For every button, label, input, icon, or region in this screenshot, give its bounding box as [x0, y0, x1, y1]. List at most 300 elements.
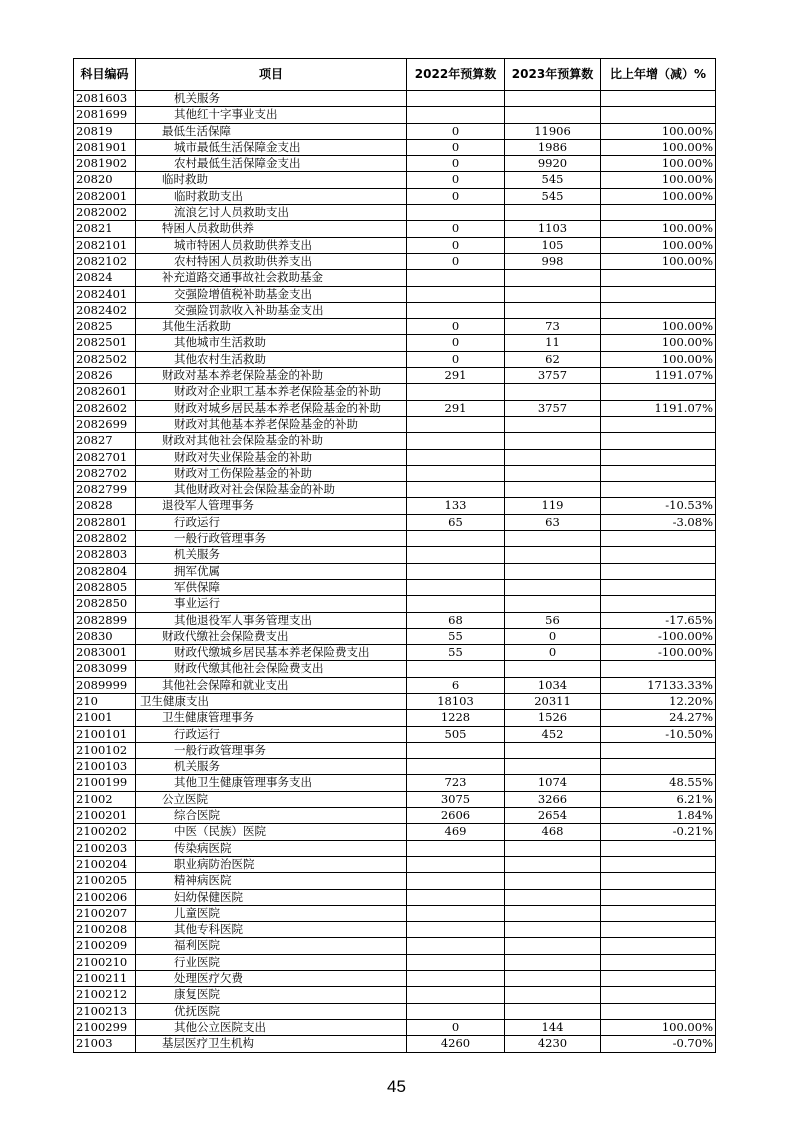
row-2022	[407, 482, 505, 498]
row-2022: 0	[407, 156, 505, 172]
row-item: 拥军优属	[136, 563, 407, 579]
row-2023: 545	[505, 188, 601, 204]
row-item: 财政对工伤保险基金的补助	[136, 465, 407, 481]
row-code: 2082401	[74, 286, 136, 302]
row-code: 2082601	[74, 384, 136, 400]
table-row	[74, 188, 716, 204]
row-change	[601, 563, 716, 579]
row-2022: 68	[407, 612, 505, 628]
row-2022: 0	[407, 335, 505, 351]
row-2023	[505, 1003, 601, 1019]
row-code: 2082699	[74, 416, 136, 432]
header-2022: 2022年预算数	[407, 59, 505, 91]
table-row	[74, 791, 716, 807]
row-2023: 1526	[505, 710, 601, 726]
row-2023	[505, 759, 601, 775]
row-2023: 9920	[505, 156, 601, 172]
row-item: 交强险增值税补助基金支出	[136, 286, 407, 302]
row-2023: 1986	[505, 139, 601, 155]
row-item: 最低生活保障	[136, 123, 407, 139]
row-code: 2082802	[74, 531, 136, 547]
row-2022	[407, 205, 505, 221]
row-code: 21001	[74, 710, 136, 726]
row-item: 退役军人管理事务	[136, 498, 407, 514]
row-code: 21003	[74, 1036, 136, 1052]
row-item: 其他专科医院	[136, 922, 407, 938]
row-item: 财政对企业职工基本养老保险基金的补助	[136, 384, 407, 400]
table-row	[74, 824, 716, 840]
row-2022: 0	[407, 139, 505, 155]
table-row	[74, 922, 716, 938]
row-item: 农村特困人员救助供养支出	[136, 253, 407, 269]
row-item: 其他社会保障和就业支出	[136, 677, 407, 693]
table-row	[74, 726, 716, 742]
table-row	[74, 905, 716, 921]
table-row	[74, 710, 716, 726]
row-item: 卫生健康管理事务	[136, 710, 407, 726]
row-item: 临时救助支出	[136, 188, 407, 204]
row-2022: 0	[407, 253, 505, 269]
table-row	[74, 416, 716, 432]
row-2023	[505, 596, 601, 612]
table-row	[74, 156, 716, 172]
row-change	[601, 840, 716, 856]
row-2022: 0	[407, 319, 505, 335]
row-code: 2100208	[74, 922, 136, 938]
row-2023: 1034	[505, 677, 601, 693]
row-code: 2082602	[74, 400, 136, 416]
row-code: 2100102	[74, 742, 136, 758]
row-2022	[407, 302, 505, 318]
row-item: 其他城市生活救助	[136, 335, 407, 351]
row-2023	[505, 449, 601, 465]
row-code: 2100207	[74, 905, 136, 921]
row-code: 2082701	[74, 449, 136, 465]
row-2022	[407, 416, 505, 432]
row-change	[601, 661, 716, 677]
row-code: 2082899	[74, 612, 136, 628]
row-code: 2082101	[74, 237, 136, 253]
row-2023	[505, 416, 601, 432]
row-change: 100.00%	[601, 351, 716, 367]
row-item: 基层医疗卫生机构	[136, 1036, 407, 1052]
row-code: 2082402	[74, 302, 136, 318]
row-2022	[407, 922, 505, 938]
row-2023: 11	[505, 335, 601, 351]
row-2023	[505, 954, 601, 970]
row-2022	[407, 905, 505, 921]
budget-table	[73, 58, 716, 1053]
row-2023: 11906	[505, 123, 601, 139]
row-2022	[407, 465, 505, 481]
row-2022	[407, 889, 505, 905]
row-code: 2100212	[74, 987, 136, 1003]
row-2022	[407, 91, 505, 107]
row-2023: 0	[505, 645, 601, 661]
row-item: 妇幼保健医院	[136, 889, 407, 905]
row-change	[601, 270, 716, 286]
row-item: 其他退役军人事务管理支出	[136, 612, 407, 628]
row-2022: 18103	[407, 693, 505, 709]
row-change: -17.65%	[601, 612, 716, 628]
table-row	[74, 677, 716, 693]
row-2023	[505, 433, 601, 449]
row-code: 2082805	[74, 579, 136, 595]
row-2023: 998	[505, 253, 601, 269]
table-row	[74, 205, 716, 221]
table-row	[74, 661, 716, 677]
table-row	[74, 693, 716, 709]
row-change	[601, 856, 716, 872]
row-change: 100.00%	[601, 335, 716, 351]
row-2022	[407, 433, 505, 449]
row-change	[601, 1003, 716, 1019]
table-row	[74, 286, 716, 302]
row-change: 100.00%	[601, 253, 716, 269]
row-2022: 291	[407, 400, 505, 416]
row-2022	[407, 579, 505, 595]
table-row	[74, 335, 716, 351]
table-row	[74, 856, 716, 872]
row-2022	[407, 449, 505, 465]
table-row	[74, 351, 716, 367]
row-code: 2100199	[74, 775, 136, 791]
row-code: 2100101	[74, 726, 136, 742]
table-row	[74, 221, 716, 237]
row-item: 财政对城乡居民基本养老保险基金的补助	[136, 400, 407, 416]
row-item: 传染病医院	[136, 840, 407, 856]
row-code: 20819	[74, 123, 136, 139]
row-change	[601, 482, 716, 498]
row-2023	[505, 889, 601, 905]
row-2022	[407, 840, 505, 856]
row-item: 行业医院	[136, 954, 407, 970]
row-2023: 2654	[505, 808, 601, 824]
row-2023	[505, 286, 601, 302]
table-row	[74, 400, 716, 416]
row-change: 17133.33%	[601, 677, 716, 693]
row-2022: 291	[407, 368, 505, 384]
row-code: 2082002	[74, 205, 136, 221]
table-row	[74, 368, 716, 384]
row-code: 2082001	[74, 188, 136, 204]
row-change	[601, 433, 716, 449]
row-code: 2100299	[74, 1019, 136, 1035]
row-2023: 4230	[505, 1036, 601, 1052]
row-change	[601, 205, 716, 221]
row-item: 福利医院	[136, 938, 407, 954]
table-row	[74, 1036, 716, 1052]
row-2023: 452	[505, 726, 601, 742]
row-2022: 723	[407, 775, 505, 791]
row-change	[601, 759, 716, 775]
table-row	[74, 91, 716, 107]
row-code: 2100201	[74, 808, 136, 824]
row-code: 2082102	[74, 253, 136, 269]
row-2022: 133	[407, 498, 505, 514]
row-2023	[505, 873, 601, 889]
table-row	[74, 775, 716, 791]
row-change	[601, 596, 716, 612]
table-row	[74, 579, 716, 595]
table-row	[74, 172, 716, 188]
row-code: 2081902	[74, 156, 136, 172]
row-2023: 73	[505, 319, 601, 335]
table-row	[74, 596, 716, 612]
table-row	[74, 971, 716, 987]
row-change	[601, 416, 716, 432]
row-2022: 469	[407, 824, 505, 840]
row-change	[601, 91, 716, 107]
row-2023	[505, 302, 601, 318]
row-2022: 55	[407, 645, 505, 661]
row-code: 2082804	[74, 563, 136, 579]
row-code: 2100211	[74, 971, 136, 987]
table-row	[74, 482, 716, 498]
row-change: 100.00%	[601, 319, 716, 335]
row-code: 2081699	[74, 107, 136, 123]
row-2022	[407, 938, 505, 954]
row-2023	[505, 91, 601, 107]
row-item: 财政代缴城乡居民基本养老保险费支出	[136, 645, 407, 661]
table-row	[74, 742, 716, 758]
row-change	[601, 971, 716, 987]
row-2023	[505, 205, 601, 221]
row-2022: 2606	[407, 808, 505, 824]
row-item: 行政运行	[136, 514, 407, 530]
row-item: 其他农村生活救助	[136, 351, 407, 367]
row-2023: 545	[505, 172, 601, 188]
row-item: 财政代缴社会保险费支出	[136, 628, 407, 644]
table-row	[74, 628, 716, 644]
row-change: -100.00%	[601, 645, 716, 661]
row-2022	[407, 563, 505, 579]
row-change: 1191.07%	[601, 368, 716, 384]
row-code: 2082850	[74, 596, 136, 612]
row-item: 军供保障	[136, 579, 407, 595]
row-change	[601, 547, 716, 563]
row-2022	[407, 596, 505, 612]
row-2023	[505, 661, 601, 677]
table-row	[74, 498, 716, 514]
row-2022: 55	[407, 628, 505, 644]
row-2022: 4260	[407, 1036, 505, 1052]
row-2022	[407, 987, 505, 1003]
row-code: 2081901	[74, 139, 136, 155]
row-change: -10.53%	[601, 498, 716, 514]
table-row	[74, 612, 716, 628]
row-2022: 505	[407, 726, 505, 742]
row-item: 职业病防治医院	[136, 856, 407, 872]
row-item: 交强险罚款收入补助基金支出	[136, 302, 407, 318]
row-item: 机关服务	[136, 547, 407, 563]
row-change	[601, 384, 716, 400]
row-item: 行政运行	[136, 726, 407, 742]
row-change: 12.20%	[601, 693, 716, 709]
header-change: 比上年增（减）%	[601, 59, 716, 91]
table-row	[74, 433, 716, 449]
row-code: 2100204	[74, 856, 136, 872]
row-code: 20827	[74, 433, 136, 449]
row-item: 机关服务	[136, 91, 407, 107]
row-change	[601, 938, 716, 954]
row-change	[601, 922, 716, 938]
row-item: 儿童医院	[136, 905, 407, 921]
row-2023	[505, 465, 601, 481]
row-item: 处理医疗欠费	[136, 971, 407, 987]
row-code: 2100103	[74, 759, 136, 775]
row-code: 2089999	[74, 677, 136, 693]
table-row	[74, 954, 716, 970]
row-2023: 0	[505, 628, 601, 644]
row-code: 20825	[74, 319, 136, 335]
row-code: 210	[74, 693, 136, 709]
row-2022	[407, 856, 505, 872]
row-item: 财政对其他社会保险基金的补助	[136, 433, 407, 449]
row-code: 2100206	[74, 889, 136, 905]
row-change	[601, 873, 716, 889]
table-row	[74, 302, 716, 318]
row-2023: 56	[505, 612, 601, 628]
row-code: 20828	[74, 498, 136, 514]
table-row	[74, 514, 716, 530]
table-row	[74, 808, 716, 824]
row-item: 农村最低生活保障金支出	[136, 156, 407, 172]
table-row	[74, 1003, 716, 1019]
row-item: 综合医院	[136, 808, 407, 824]
row-2023	[505, 579, 601, 595]
row-2022: 0	[407, 351, 505, 367]
row-item: 临时救助	[136, 172, 407, 188]
row-code: 2100210	[74, 954, 136, 970]
row-change	[601, 107, 716, 123]
row-item: 其他财政对社会保险基金的补助	[136, 482, 407, 498]
table-row	[74, 253, 716, 269]
row-item: 精神病医院	[136, 873, 407, 889]
row-2023: 3757	[505, 400, 601, 416]
header-2023: 2023年预算数	[505, 59, 601, 91]
row-2022: 0	[407, 221, 505, 237]
row-2022	[407, 971, 505, 987]
row-change: -100.00%	[601, 628, 716, 644]
page-number: 45	[387, 1077, 406, 1096]
row-code: 2083099	[74, 661, 136, 677]
row-item: 机关服务	[136, 759, 407, 775]
row-code: 2082501	[74, 335, 136, 351]
row-code: 2082702	[74, 465, 136, 481]
table-row	[74, 449, 716, 465]
table-body	[74, 91, 716, 1053]
row-change	[601, 465, 716, 481]
row-item: 卫生健康支出	[136, 693, 407, 709]
row-2023	[505, 742, 601, 758]
row-2022: 0	[407, 237, 505, 253]
table-row	[74, 107, 716, 123]
row-code: 20821	[74, 221, 136, 237]
row-2022	[407, 661, 505, 677]
row-change: 100.00%	[601, 237, 716, 253]
row-item: 其他红十字事业支出	[136, 107, 407, 123]
row-item: 财政对基本养老保险基金的补助	[136, 368, 407, 384]
table-row	[74, 384, 716, 400]
row-item: 补充道路交通事故社会救助基金	[136, 270, 407, 286]
row-2023: 63	[505, 514, 601, 530]
row-2023	[505, 938, 601, 954]
row-change: 6.21%	[601, 791, 716, 807]
row-item: 财政对其他基本养老保险基金的补助	[136, 416, 407, 432]
row-code: 2082803	[74, 547, 136, 563]
row-2022	[407, 547, 505, 563]
row-item: 其他公立医院支出	[136, 1019, 407, 1035]
table-row	[74, 1019, 716, 1035]
table-row	[74, 645, 716, 661]
row-change: 100.00%	[601, 172, 716, 188]
row-2022	[407, 270, 505, 286]
row-code: 2081603	[74, 91, 136, 107]
row-2022: 0	[407, 1019, 505, 1035]
row-2023	[505, 905, 601, 921]
row-item: 流浪乞讨人员救助支出	[136, 205, 407, 221]
row-2023: 119	[505, 498, 601, 514]
row-item: 一般行政管理事务	[136, 531, 407, 547]
table-header-row	[74, 59, 716, 91]
row-2022	[407, 384, 505, 400]
row-change	[601, 449, 716, 465]
row-2022: 65	[407, 514, 505, 530]
row-item: 其他卫生健康管理事务支出	[136, 775, 407, 791]
row-code: 2083001	[74, 645, 136, 661]
row-2022	[407, 873, 505, 889]
row-code: 2100203	[74, 840, 136, 856]
row-change	[601, 742, 716, 758]
row-change: -10.50%	[601, 726, 716, 742]
row-code: 2100213	[74, 1003, 136, 1019]
row-2023: 468	[505, 824, 601, 840]
row-2023: 1103	[505, 221, 601, 237]
row-2023	[505, 384, 601, 400]
row-2023	[505, 270, 601, 286]
row-2023: 105	[505, 237, 601, 253]
row-item: 事业运行	[136, 596, 407, 612]
row-code: 2082799	[74, 482, 136, 498]
row-code: 20830	[74, 628, 136, 644]
row-2023: 62	[505, 351, 601, 367]
row-2022: 0	[407, 123, 505, 139]
row-2023: 3266	[505, 791, 601, 807]
row-change	[601, 579, 716, 595]
row-item: 城市特困人员救助供养支出	[136, 237, 407, 253]
row-change	[601, 905, 716, 921]
row-change: 100.00%	[601, 221, 716, 237]
row-change: 100.00%	[601, 156, 716, 172]
row-item: 康复医院	[136, 987, 407, 1003]
row-change	[601, 889, 716, 905]
row-2022	[407, 759, 505, 775]
row-2023: 1074	[505, 775, 601, 791]
row-2023	[505, 922, 601, 938]
row-item: 一般行政管理事务	[136, 742, 407, 758]
table-row	[74, 319, 716, 335]
table-row	[74, 237, 716, 253]
row-change: 100.00%	[601, 1019, 716, 1035]
row-2022	[407, 1003, 505, 1019]
table-row	[74, 873, 716, 889]
row-item: 公立医院	[136, 791, 407, 807]
row-change: 24.27%	[601, 710, 716, 726]
row-change: -0.70%	[601, 1036, 716, 1052]
row-2022: 3075	[407, 791, 505, 807]
table-row	[74, 547, 716, 563]
